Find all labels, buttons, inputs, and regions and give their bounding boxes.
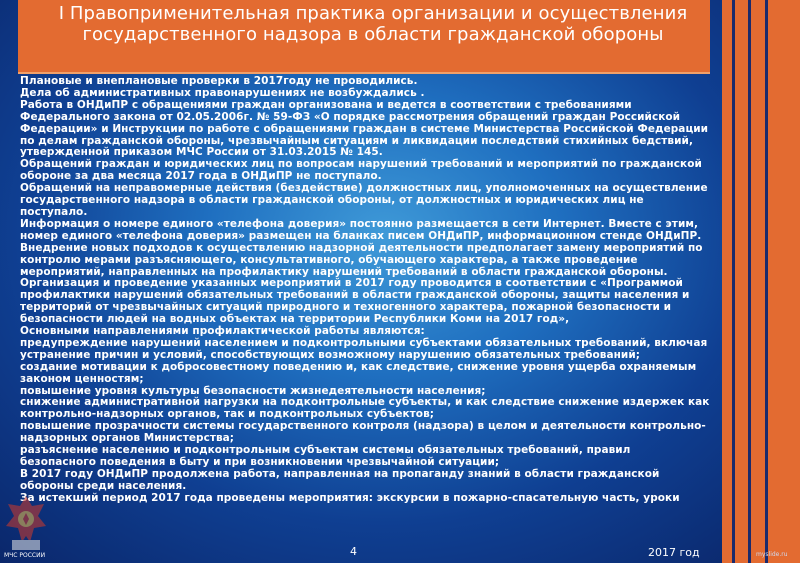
- mchs-emblem-icon: [2, 492, 50, 556]
- stripe-orange-1: [722, 0, 732, 563]
- body-paragraph: предупреждение нарушений населением и подконтрольными субъектами обязательных требований, включая устранение причин и условий, способствующих возможному нарушению обязательных требований;: [20, 336, 708, 361]
- body-paragraph: Обращений на неправомерные действия (бездействие) должностных лиц, уполномоченных на осуществление государственного надзора в области гражданской обороны, от должностных и юридических лиц не поступало.: [20, 182, 708, 218]
- slide-title: I Правоприменительная практика организации и осуществления государственного надзора в области гражданской обороны: [58, 3, 688, 45]
- body-paragraph: Работа в ОНДиПР с обращениями граждан организована и ведется в соответствии с требованиями Федерального закона от 02.05.2006г. № 59-ФЗ «О порядке рассмотрения обращений граждан Российской Федерации» и Инструкции по работе с обращениями граждан в системе Министерства Российской Федерации по делам гражданской обороны, чрезвычайным ситуациям и ликвидации последствий стихийных бедствий, утвержденной приказом МЧС России от 31.03.2015 № 145.: [20, 98, 709, 159]
- body-paragraph: создание мотивации к добросовестному поведению и, как следствие, снижение уровня ущерба охраняемым законом ценностям;: [20, 360, 697, 385]
- stripe-orange-3: [751, 0, 765, 563]
- decorative-stripes: [722, 0, 800, 563]
- body-paragraph: Обращений граждан и юридических лиц по вопросам нарушений требований и мероприятий по гражданской обороне за два месяца 2017 года в ОНДиПР не поступало.: [20, 158, 702, 183]
- slide-year: 2017 год: [648, 546, 700, 559]
- page-number: 4: [350, 545, 357, 558]
- body-paragraph: В 2017 году ОНДиПР продолжена работа, направленная на пропаганду знаний в области гражданской обороны среди населения.: [20, 467, 660, 492]
- body-paragraph: Плановые и внеплановые проверки в 2017году не проводились.: [20, 76, 418, 87]
- body-paragraph: разъяснение населению и подконтрольным субъектам системы обязательных требований, правил безопасного поведения в быту и при возникновении чрезвычайной ситуации;: [20, 444, 631, 468]
- body-paragraph: За истекший период 2017 года проведены мероприятия: экскурсии в пожарно-спасательную часть, уроки: [20, 491, 680, 504]
- body-paragraph: Организация и проведение указанных мероприятий в 2017 году проводится в соответствии с «Программой профилактики нарушений обязательных требований в области гражданской обороны, защиты населения и территорий от чрезвычайных ситуаций природного и техногенного характера, пожарной безопасности и безопасности людей на водных объектах на территории Республики Коми на 2017 год»,: [20, 277, 690, 326]
- body-paragraph: Информация о номере единого «телефона доверия» постоянно размещается в сети Интернет. Вместе с этим, номер единого «телефона доверия» размещен на бланках писем ОНДиПР, информационном стенде ОНДиПР.: [20, 217, 702, 242]
- footer-caption: МЧС РОССИИ: [4, 552, 46, 559]
- body-paragraph: Внедрение новых подходов к осуществлению надзорной деятельности предполагает замену мероприятий по контролю мерами разъясняющего, консультативного, обучающего характера, а также проведение мероприятий, направленных на профилактику нарушений требований в области гражданской обороны.: [20, 241, 703, 278]
- body-paragraph: повышение прозрачности системы государственного контроля (надзора) в целом и деятельности контрольно-надзорных органов Министерства;: [20, 420, 706, 445]
- stripe-orange-4: [768, 0, 800, 563]
- body-paragraph: повышение уровня культуры безопасности жизнедеятельности населения;: [20, 384, 486, 397]
- title-bar: [18, 0, 710, 74]
- stripe-orange-2: [735, 0, 748, 563]
- body-paragraph: Дела об административных правонарушениях не возбуждались .: [20, 86, 425, 99]
- watermark: myslide.ru: [756, 551, 788, 558]
- slide-body: [20, 76, 710, 563]
- body-paragraph: Основными направлениями профилактической работы являются:: [20, 325, 425, 338]
- body-paragraph: снижение административной нагрузки на подконтрольные субъекты, и как следствие снижение издержек как контрольно-надзорных органов, так и подконтрольных субъектов;: [20, 396, 710, 421]
